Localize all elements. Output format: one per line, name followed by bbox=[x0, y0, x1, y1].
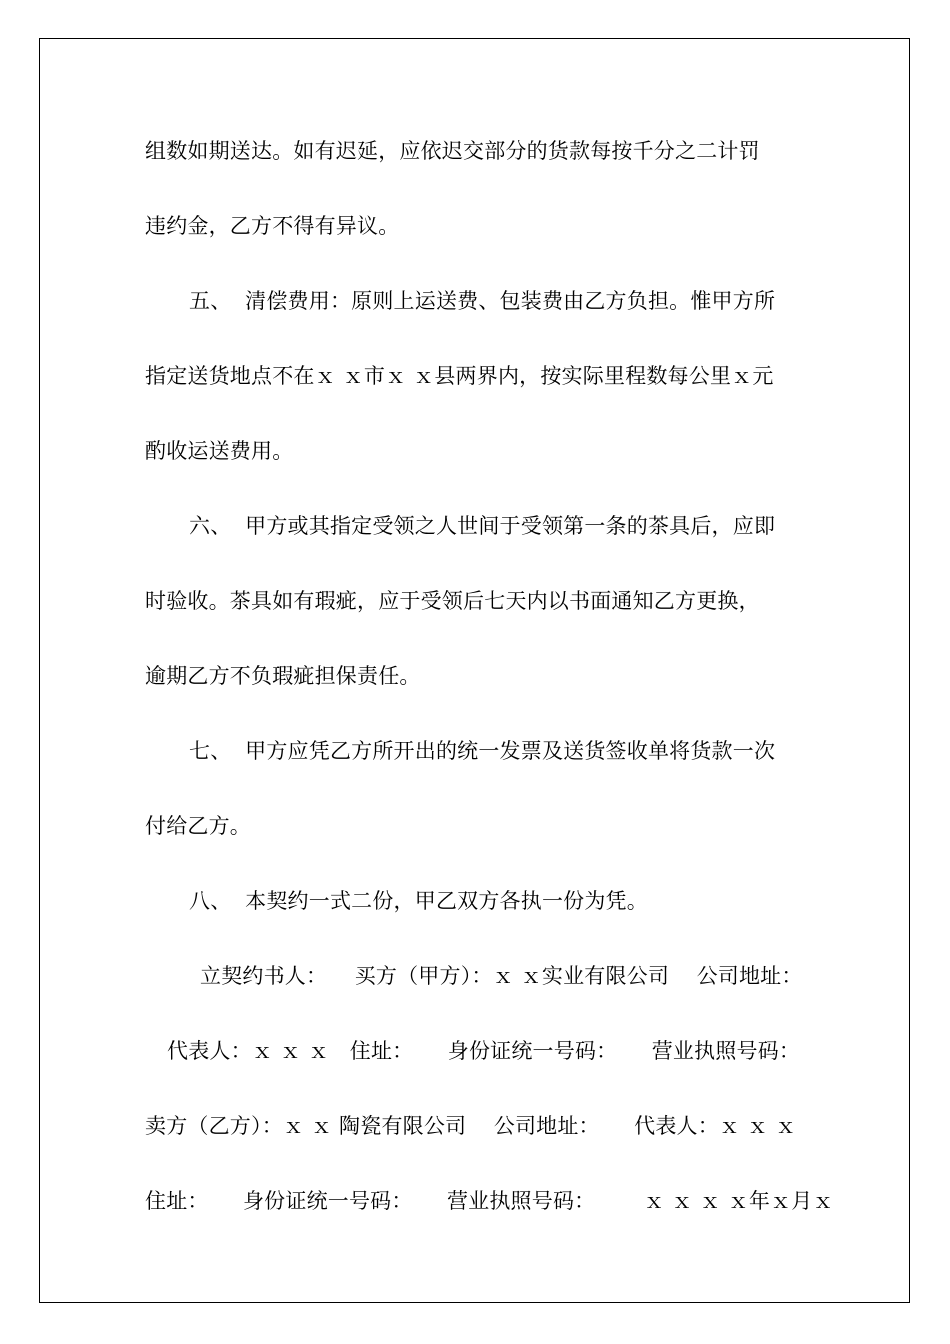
paragraph-line: 组数如期送达。如有迟延，应依迟交部分的货款每按千分之二计罚 bbox=[145, 139, 760, 163]
signatory-line: 立契约书人： 买方（甲方）：ｘ ｘ实业有限公司 公司地址： bbox=[200, 964, 803, 988]
paragraph-line: 付给乙方。 bbox=[145, 814, 251, 838]
paragraph-line: 逾期乙方不负瑕疵担保责任。 bbox=[145, 664, 421, 688]
clause-7-line: 七、 甲方应凭乙方所开出的统一发票及送货签收单将货款一次 bbox=[189, 739, 776, 763]
signatory-line: 住址： 身份证统一号码： 营业执照号码： ｘ ｘ ｘ ｘ年ｘ月ｘ bbox=[145, 1189, 834, 1213]
paragraph-line: 违约金，乙方不得有异议。 bbox=[145, 214, 400, 238]
paragraph-line: 酌收运送费用。 bbox=[145, 439, 294, 463]
clause-5-line: 五、 清偿费用：原则上运送费、包装费由乙方负担。惟甲方所 bbox=[189, 289, 776, 313]
paragraph-line: 指定送货地点不在ｘ ｘ市ｘ ｘ县两界内，按实际里程数每公里ｘ元 bbox=[145, 364, 774, 388]
paragraph-line: 时验收。茶具如有瑕疵，应于受领后七天内以书面通知乙方更换， bbox=[145, 589, 760, 613]
clause-6-line: 六、 甲方或其指定受领之人世间于受领第一条的茶具后，应即 bbox=[189, 514, 776, 538]
signatory-line: 代表人：ｘ ｘ ｘ 住址： 身份证统一号码： 营业执照号码： bbox=[167, 1039, 801, 1063]
clause-8-line: 八、 本契约一式二份，甲乙双方各执一份为凭。 bbox=[189, 889, 648, 913]
signatory-line: 卖方（乙方）：ｘ ｘ 陶瓷有限公司 公司地址： 代表人：ｘ ｘ ｘ bbox=[145, 1114, 797, 1138]
